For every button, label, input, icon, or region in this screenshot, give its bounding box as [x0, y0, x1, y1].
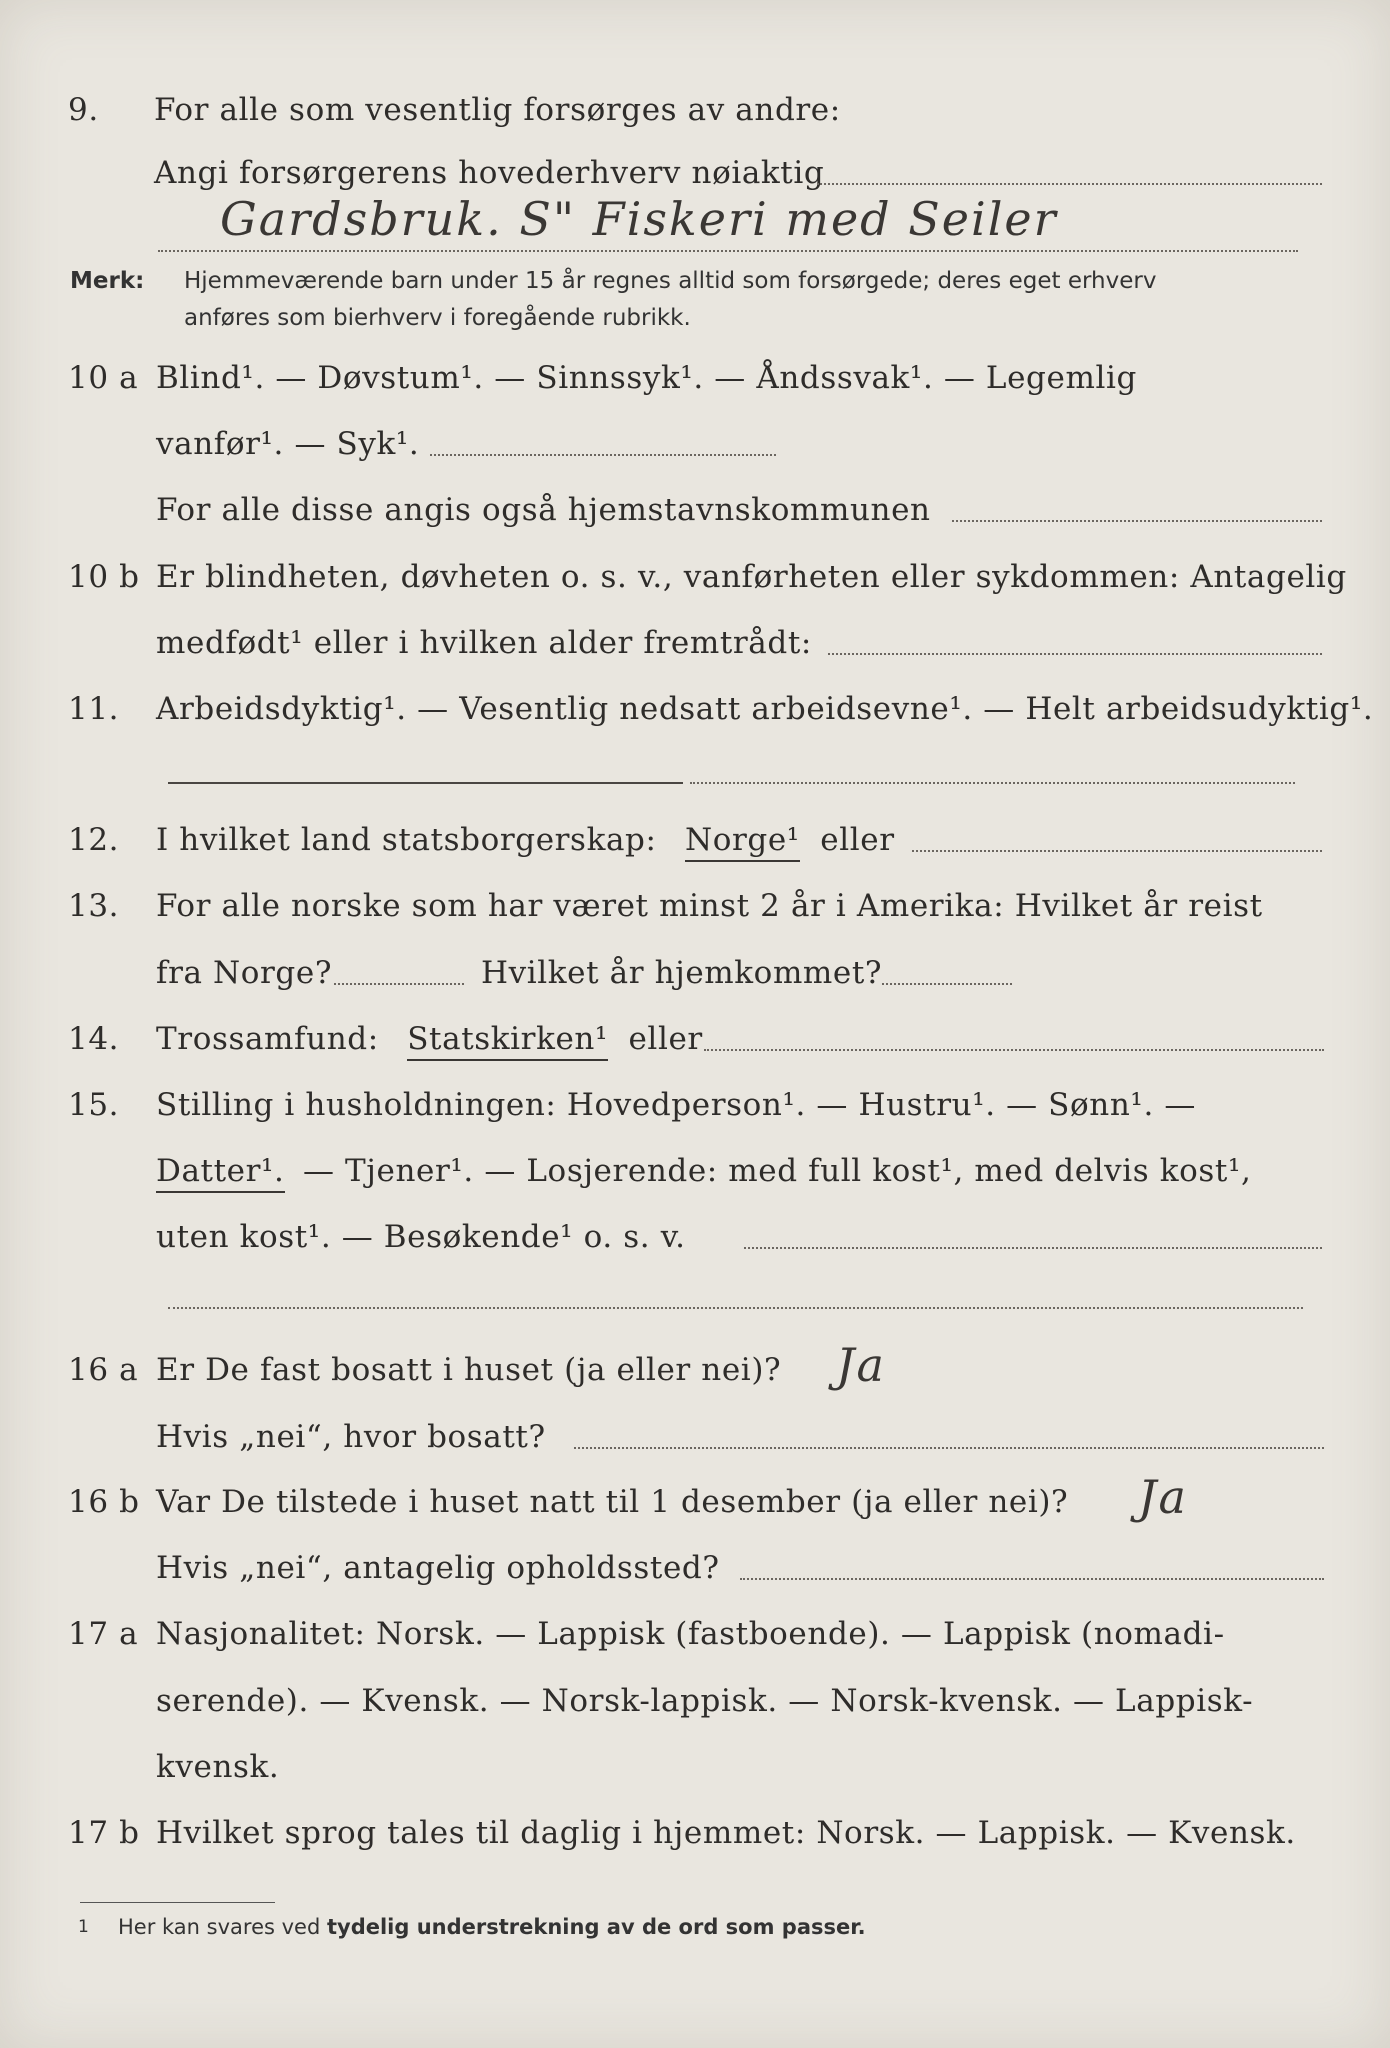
- q13-text2b: Hvilket år hjemkommet?: [481, 955, 883, 991]
- merk-label: Merk:: [70, 268, 145, 294]
- q10b-text: Er blindheten, døvheten o. s. v., vanførheten eller sykdommen: Antagelig: [156, 559, 1347, 595]
- q10a-text3: For alle disse angis også hjemstavnskommunen: [156, 492, 931, 528]
- q12-number: 12.: [68, 822, 120, 858]
- q13-text2a: fra Norge?: [156, 955, 333, 991]
- q17a-text: Nasjonalitet: Norsk. — Lappisk (fastboende). — Lappisk (nomadi-: [156, 1616, 1225, 1652]
- q9-number: 9.: [68, 92, 99, 128]
- merk-line2: anføres som bierhverv i foregående rubrikk.: [184, 305, 691, 331]
- q13-text: For alle norske som har været minst 2 år i Amerika: Hvilket år reist: [156, 888, 1263, 924]
- footnote: [78, 1915, 866, 1939]
- q16b-fill-line: [740, 1576, 1324, 1580]
- q12-label: I hvilket land statsborgerskap:: [156, 822, 657, 858]
- q10a-text2: vanfør¹. — Syk¹.: [156, 426, 420, 462]
- q14-statskirken-underlined: Statskirken¹: [407, 1021, 608, 1061]
- q9-answer-line: [158, 250, 1298, 252]
- q17a-text2: serende). — Kvensk. — Norsk-lappisk. — Norsk-kvensk. — Lappisk-: [156, 1683, 1254, 1719]
- q15-text: Stilling i husholdningen: Hovedperson¹. — Hustru¹. — Sønn¹. —: [156, 1087, 1196, 1123]
- q16b-text: Var De tilstede i huset natt til 1 desember (ja eller nei)?: [156, 1484, 1069, 1520]
- q13-fill-line2: [882, 981, 1012, 985]
- q10a-fill-line: [430, 452, 776, 456]
- footnote-rule: [80, 1902, 275, 1903]
- q9-text2: Angi forsørgerens hovederhverv nøiaktig: [154, 155, 825, 191]
- q9-fill-line: [817, 181, 1322, 185]
- q15-text2: [156, 1151, 1251, 1191]
- q16a-text: Er De fast bosatt i huset (ja eller nei)?: [156, 1352, 782, 1388]
- q10b-text2: medfødt¹ eller i hvilken alder fremtrådt:: [156, 625, 812, 661]
- q16a-text2: Hvis „nei“, hvor bosatt?: [156, 1419, 546, 1455]
- q16a-number: 16 a: [68, 1352, 139, 1388]
- q16a-handwritten-answer: Ja: [836, 1338, 886, 1392]
- q11-dotted-line: [690, 782, 1295, 784]
- q9-handwritten-answer: Gardsbruk. S" Fiskeri med Seiler: [220, 192, 1058, 246]
- q13-fill-line1: [334, 981, 464, 985]
- q16b-number: 16 b: [68, 1484, 140, 1520]
- q11-solid-line: [168, 782, 683, 784]
- q17b-number: 17 b: [68, 1815, 140, 1851]
- footnote-plain: Her kan svares ved: [118, 1915, 321, 1939]
- footnote-mark: 1: [78, 1917, 89, 1937]
- q15-fill-line: [744, 1245, 1322, 1249]
- q17a-text3: kvensk.: [156, 1749, 280, 1785]
- merk-line1: Hjemmeværende barn under 15 år regnes alltid som forsørgede; deres eget erhverv: [184, 268, 1157, 294]
- q10b-fill-line: [828, 651, 1322, 655]
- q14-number: 14.: [68, 1021, 120, 1057]
- q17a-number: 17 a: [68, 1616, 139, 1652]
- q15-number: 15.: [68, 1087, 120, 1123]
- q10a-fill-line2: [952, 518, 1322, 522]
- q14-text: [156, 1019, 703, 1059]
- q16a-fill-line: [574, 1445, 1324, 1449]
- q12-norge-underlined: Norge¹: [685, 822, 800, 862]
- q10a-number: 10 a: [68, 360, 139, 396]
- q10b-number: 10 b: [68, 559, 140, 595]
- q14-eller: eller: [628, 1021, 703, 1057]
- q11-text: Arbeidsdyktig¹. — Vesentlig nedsatt arbeidsevne¹. — Helt arbeidsudyktig¹.: [156, 691, 1374, 727]
- q12-eller: eller: [820, 822, 895, 858]
- q10a-text: Blind¹. — Døvstum¹. — Sinnssyk¹. — Åndssvak¹. — Legemlig: [156, 360, 1137, 396]
- q13-number: 13.: [68, 888, 120, 924]
- q14-label: Trossamfund:: [156, 1021, 379, 1057]
- q15-text2-rest: — Tjener¹. — Losjerende: med full kost¹, med delvis kost¹,: [302, 1153, 1252, 1189]
- q11-number: 11.: [68, 691, 120, 727]
- q16b-text2: Hvis „nei“, antagelig opholdssted?: [156, 1550, 720, 1586]
- q15-text3: uten kost¹. — Besøkende¹ o. s. v.: [156, 1219, 686, 1255]
- q9-text: For alle som vesentlig forsørges av andre:: [154, 92, 841, 128]
- q15-datter-underlined: Datter¹.: [156, 1153, 285, 1193]
- footnote-bold: tydelig understrekning av de ord som passer.: [326, 1915, 866, 1939]
- q12-fill-line: [912, 848, 1322, 852]
- q12-text: [156, 820, 895, 860]
- q15-extra-line: [168, 1307, 1303, 1309]
- q14-fill-line: [704, 1047, 1324, 1051]
- q17b-text: Hvilket sprog tales til daglig i hjemmet: Norsk. — Lappisk. — Kvensk.: [156, 1815, 1296, 1851]
- q16b-handwritten-answer: Ja: [1138, 1470, 1188, 1524]
